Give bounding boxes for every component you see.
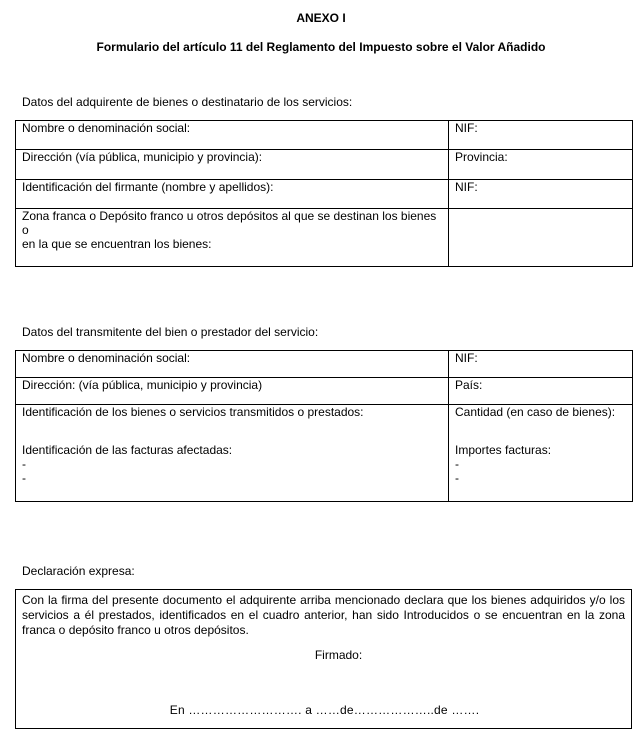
transferor-invoices-label: Identificación de las facturas afectadas: — [22, 443, 233, 457]
acquirer-province-label: Provincia: — [455, 150, 508, 164]
acquirer-zone-label-1: Zona franca o Depósito franco u otros depósitos al que se destinan los bienes o — [22, 209, 437, 237]
transferor-country-cell[interactable] — [449, 378, 633, 405]
transferor-amounts-label: Importes facturas: — [455, 443, 552, 457]
transferor-address-label: Dirección: (vía pública, municipio y provincia) — [22, 378, 263, 392]
acquirer-zone-right-cell[interactable] — [449, 209, 633, 267]
amount-dash-2: - — [455, 471, 459, 485]
invoice-dash-1: - — [22, 457, 26, 471]
acquirer-nif-cell[interactable] — [449, 121, 633, 150]
transferor-heading: Datos del transmitente del bien o prestador del servicio: — [22, 325, 319, 339]
signed-label: Firmado: — [314, 648, 363, 662]
declaration-box — [15, 589, 632, 729]
transferor-quantity-cell[interactable] — [449, 405, 633, 502]
acquirer-province-cell[interactable] — [449, 150, 633, 180]
transferor-name-label: Nombre o denominación social: — [22, 351, 191, 365]
transferor-country-label: País: — [455, 378, 483, 392]
transferor-goods-label: Identificación de los bienes o servicios transmitidos o prestados: — [22, 405, 364, 419]
acquirer-name-cell[interactable] — [16, 121, 449, 150]
acquirer-address-cell[interactable] — [16, 150, 449, 180]
acquirer-table — [15, 120, 633, 267]
acquirer-signer-cell[interactable] — [16, 180, 449, 209]
acquirer-signer-nif-cell[interactable] — [449, 180, 633, 209]
declaration-heading: Declaración expresa: — [22, 564, 135, 578]
acquirer-zone-cell[interactable] — [16, 209, 449, 267]
transferor-address-cell[interactable] — [16, 378, 449, 405]
acquirer-signer-label: Identificación del firmante (nombre y apellidos): — [22, 180, 274, 194]
acquirer-address-label: Dirección (vía pública, municipio y provincia): — [22, 150, 263, 164]
acquirer-name-label: Nombre o denominación social: — [22, 121, 191, 135]
transferor-table — [15, 350, 633, 502]
invoice-dash-2: - — [22, 471, 26, 485]
amount-dash-1: - — [455, 457, 459, 471]
declaration-text: Con la firma del presente documento el adquirente arriba mencionado declara que los bienes adquiridos y/o los servicios a él prestados, identificados en el cuadro anterior, han sido Introducidos o se encuentran en la zona franca o depósito franco u otros depósitos. — [22, 593, 625, 637]
acquirer-heading: Datos del adquirente de bienes o destinatario de los servicios: — [22, 95, 353, 109]
acquirer-signer-nif-label: NIF: — [455, 180, 478, 194]
acquirer-zone-label-2: en la que se encuentran los bienes: — [22, 237, 212, 251]
transferor-nif-label: NIF: — [455, 351, 478, 365]
transferor-quantity-label: Cantidad (en caso de bienes): — [455, 405, 616, 419]
form-subtitle: Formulario del artículo 11 del Reglamento del Impuesto sobre el Valor Añadido — [96, 40, 546, 54]
transferor-goods-cell[interactable] — [16, 405, 449, 502]
transferor-nif-cell[interactable] — [449, 351, 633, 378]
place-date-line[interactable]: En ………………………. a ……de………………..de ……. — [169, 703, 480, 717]
transferor-name-cell[interactable] — [16, 351, 449, 378]
acquirer-nif-label: NIF: — [455, 121, 478, 135]
annex-title: ANEXO I — [296, 11, 346, 25]
